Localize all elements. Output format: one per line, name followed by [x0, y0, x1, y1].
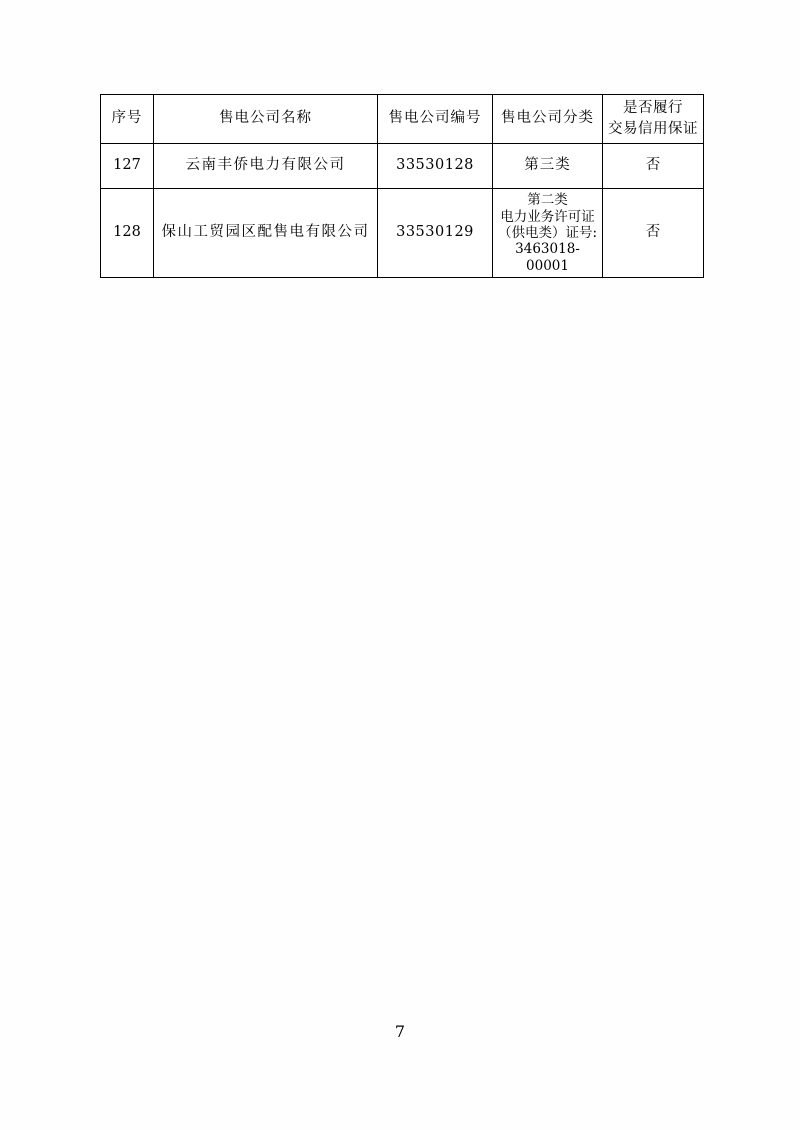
- cell-company-code: 33530129: [378, 189, 493, 278]
- cell-index: 127: [101, 144, 154, 189]
- table-body: [101, 144, 704, 278]
- cell-company-class-line-3: （供电类）证号:: [497, 224, 598, 241]
- cell-company-class-line-1: 第二类: [527, 192, 568, 209]
- cell-company-name: 云南丰侨电力有限公司: [154, 144, 378, 189]
- table-row: [101, 189, 704, 278]
- cell-credit-guarantee: 否: [603, 144, 704, 189]
- column-header-index: 序号: [101, 95, 154, 144]
- column-header-credit-guarantee-line2: 交易信用保证: [608, 121, 698, 138]
- column-header-credit-guarantee: [603, 95, 704, 144]
- cell-company-class: 第三类: [493, 144, 603, 189]
- table-header-row: [101, 95, 704, 144]
- column-header-company-code: 售电公司编号: [378, 95, 493, 144]
- column-header-credit-guarantee-line1: 是否履行: [623, 100, 683, 116]
- retail-companies-table: [100, 94, 704, 278]
- cell-index: 128: [101, 189, 154, 278]
- cell-credit-guarantee: 否: [603, 189, 704, 278]
- column-header-company-name: 售电公司名称: [154, 95, 378, 144]
- column-header-company-class: 售电公司分类: [493, 95, 603, 144]
- table-header: [101, 95, 704, 144]
- cell-company-class-line-2: 电力业务许可证: [500, 208, 595, 225]
- cell-company-class-line-4: 3463018-00001: [515, 241, 580, 274]
- retail-companies-table-container: [100, 94, 703, 278]
- cell-company-code: 33530128: [378, 144, 493, 189]
- cell-company-name: 保山工贸园区配售电有限公司: [154, 189, 378, 278]
- cell-company-class: [493, 189, 603, 278]
- table-row: [101, 144, 704, 189]
- page-number: 7: [394, 1022, 406, 1041]
